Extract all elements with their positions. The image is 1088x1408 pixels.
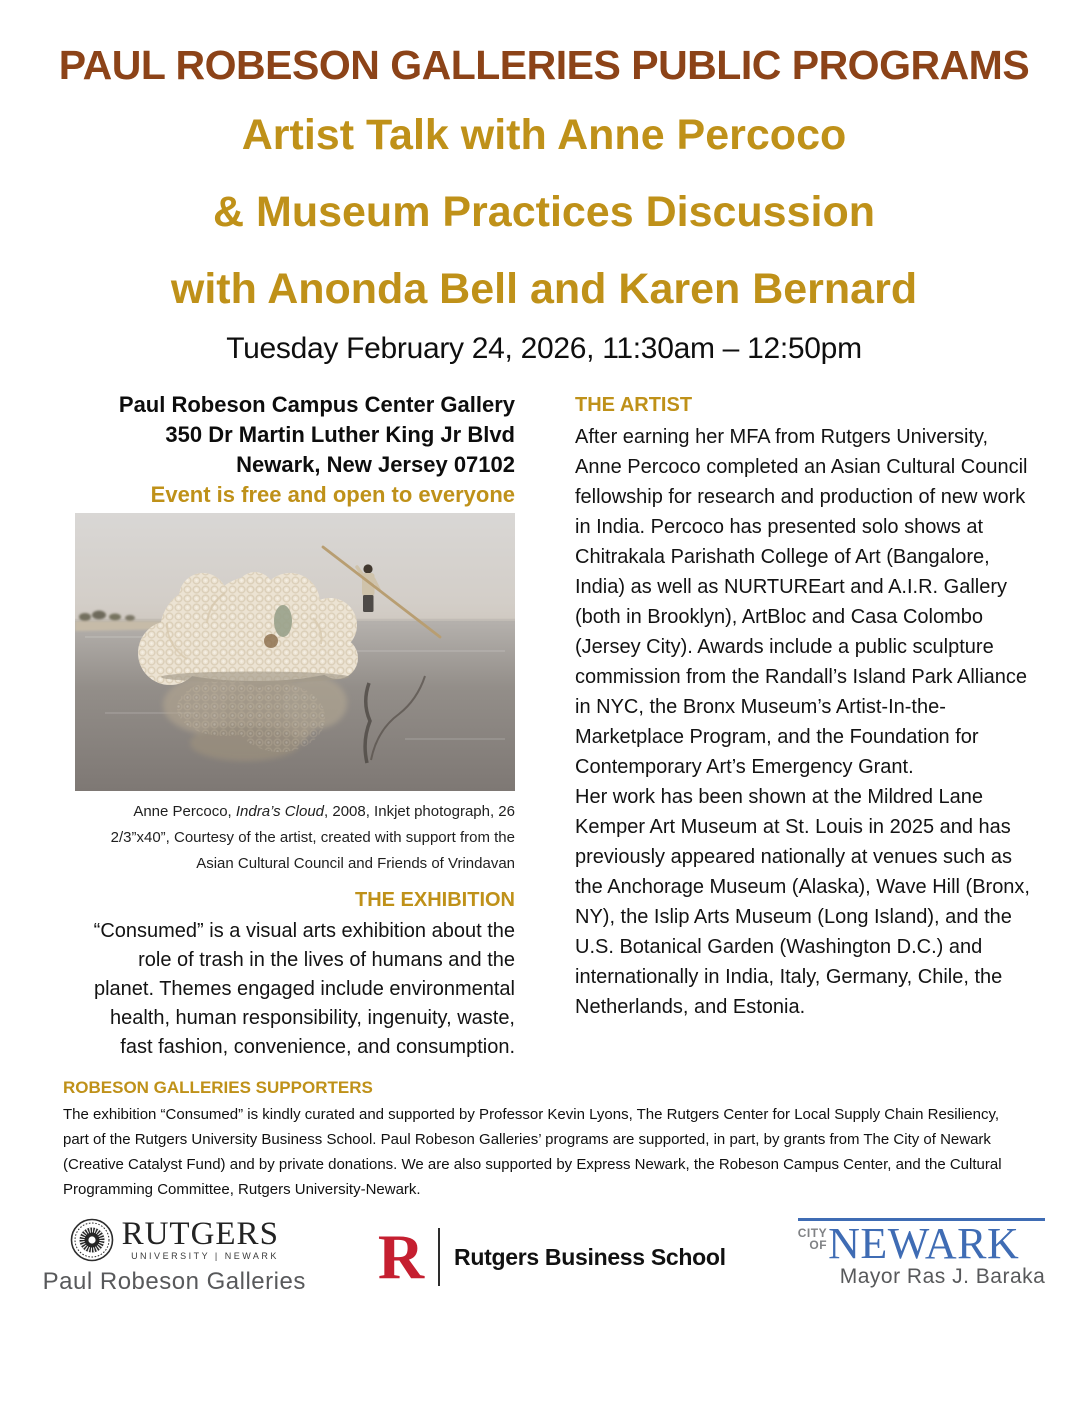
rutgers-galleries-label: Paul Robeson Galleries [42, 1268, 306, 1295]
newark-of-word: OF [809, 1238, 828, 1252]
free-admission-note: Event is free and open to everyone [150, 482, 515, 507]
supporters-text: The exhibition “Consumed” is kindly curated and supported by Professor Kevin Lyons, The Rutgers Center for Local Supply Chain Resiliency, part of the Rutgers University Business School. Paul Robeson Galleries’ programs are supported, in part, by grants from The City of Newark (Creative Catalyst Fund) and by private donations. We are also supported by Express Newark, the Robeson Campus Center, and the Cultural Programming Committee, Rutgers University-Newark. [63, 1106, 1002, 1198]
logo-divider [438, 1228, 440, 1286]
left-column [75, 390, 515, 1062]
newark-cityof-label [798, 1227, 827, 1251]
artwork-photo [75, 513, 515, 791]
rutgers-logo-top [43, 1218, 306, 1262]
rutgers-r-icon: R [377, 1221, 425, 1292]
newark-mayor-label: Mayor Ras J. Baraka [839, 1265, 1046, 1288]
caption-details: , 2008, Inkjet photograph, 26 2/3”x40”, Courtesy of the artist, created with support from the Asian Cultural Council and Friends of Vrindavan [110, 803, 515, 872]
exhibition-heading: THE EXHIBITION [354, 889, 515, 911]
newark-wordmark: NEWARK [828, 1219, 1020, 1268]
caption-artist: Anne Percoco, [133, 803, 236, 820]
rutgers-seal-icon [70, 1218, 114, 1262]
venue-city: Newark, New Jersey 07102 [236, 452, 515, 477]
venue-address [75, 390, 515, 480]
event-title-line-2: & Museum Practices Discussion [213, 188, 875, 236]
photo-caption [75, 799, 515, 877]
supporters-section [0, 1078, 1088, 1202]
city-of-newark-logo [798, 1218, 1046, 1289]
rutgers-galleries-logo [43, 1218, 306, 1296]
caption-artwork-title: Indra’s Cloud [235, 803, 325, 820]
supporters-heading: ROBESON GALLERIES SUPPORTERS [63, 1078, 373, 1097]
right-column [575, 390, 1032, 1062]
content-columns [0, 390, 1088, 1062]
rutgers-campus-label: UNIVERSITY | NEWARK [131, 1251, 279, 1261]
rutgers-business-school-label: Rutgers Business School [454, 1243, 726, 1270]
exhibition-description: “Consumed” is a visual arts exhibition about the role of trash in the lives of humans and the planet. Themes engaged include environmental health, human responsibility, ingenuity, waste, fast fashion, convenience, and consumption. [93, 920, 515, 1058]
event-title-line-1: Artist Talk with Anne Percoco [241, 111, 847, 159]
artist-heading: THE ARTIST [575, 394, 693, 416]
page-title: PAUL ROBESON GALLERIES PUBLIC PROGRAMS [58, 42, 1030, 88]
event-title-line-3: with Anonda Bell and Karen Bernard [170, 265, 918, 313]
event-datetime: Tuesday February 24, 2026, 11:30am – 12:50pm [226, 332, 862, 365]
event-title-block [0, 97, 1088, 328]
venue-street: 350 Dr Martin Luther King Jr Blvd [165, 422, 515, 447]
newark-logo-row [797, 1219, 1046, 1268]
artist-bio-paragraph-2: Her work has been shown at the Mildred Lane Kemper Art Museum at St. Louis in 2025 and has previously appeared nationally at venues such as the Anchorage Museum (Alaska), Wave Hill (Bronx, NY), the Islip Arts Museum (Long Island), and the U.S. Botanical Garden (Washington D.C.) and internationally in India, Italy, Germany, Chile, the Netherlands, and Estonia. [575, 786, 1030, 1018]
artist-bio-paragraph-1: After earning her MFA from Rutgers University, Anne Percoco completed an Asian Cultural Council fellowship for research and production of new work in India. Percoco has presented solo shows at Chitrakala Parishath College of Art (Bangalore, India) as well as NURTUREart and A.I.R. Gallery (both in Brooklyn), ArtBloc and Casa Colombo (Jersey City). Awards include a public sculpture commission from the Randall’s Island Park Alliance in NYC, the Bronx Museum’s Artist-In-the-Marketplace Program, and the Foundation for Contemporary Art’s Emergency Grant. [575, 426, 1028, 778]
newark-city-word: CITY [797, 1226, 828, 1240]
sponsor-logos-row [0, 1218, 1088, 1296]
rutgers-wordmark: RUTGERS [121, 1216, 279, 1252]
rutgers-business-school-logo [377, 1218, 726, 1292]
venue-name: Paul Robeson Campus Center Gallery [118, 392, 515, 417]
